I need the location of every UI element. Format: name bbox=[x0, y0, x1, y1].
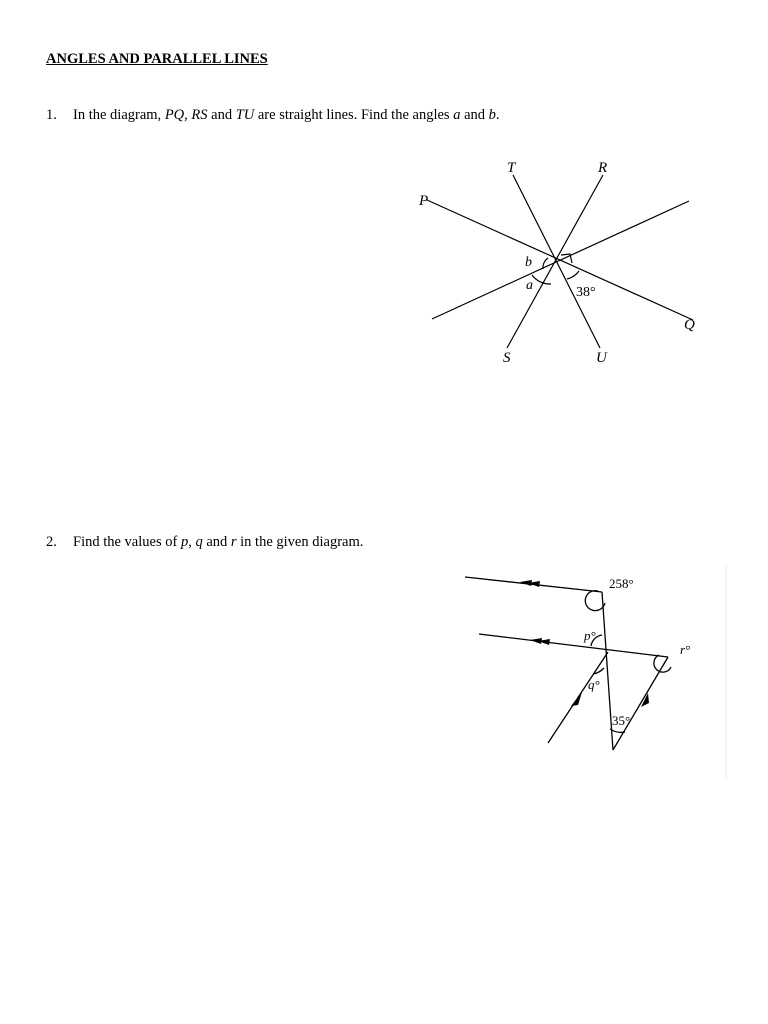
text-run: , bbox=[188, 534, 196, 550]
angle-label-q: q° bbox=[588, 677, 600, 692]
intersecting-lines-diagram bbox=[410, 150, 710, 370]
var-pq: PQ bbox=[164, 107, 185, 123]
var-r: r bbox=[230, 534, 237, 550]
label-q: Q bbox=[684, 317, 695, 333]
question-1-text bbox=[46, 107, 500, 124]
line-rs bbox=[507, 175, 603, 348]
label-r: R bbox=[598, 160, 608, 176]
question-2-text bbox=[46, 534, 363, 551]
question-number: 2. bbox=[46, 534, 57, 550]
angle-label-35: 35° bbox=[612, 713, 631, 728]
angle-label-b: b bbox=[525, 255, 532, 270]
var-a: a bbox=[453, 107, 461, 123]
text-run: In the diagram, bbox=[73, 107, 165, 123]
label-p: P bbox=[419, 193, 429, 209]
page-title: ANGLES AND PARALLEL LINES bbox=[46, 51, 268, 67]
angle-label-258: 258° bbox=[609, 576, 634, 591]
label-t: T bbox=[507, 160, 516, 176]
label-s: S bbox=[503, 350, 511, 366]
angle-label-p: p° bbox=[584, 628, 596, 643]
angle-a-arc bbox=[532, 275, 551, 284]
label-u: U bbox=[596, 350, 607, 366]
text-run: Find the values of bbox=[73, 534, 181, 550]
text-run: and bbox=[202, 534, 231, 550]
angle-label-a: a bbox=[526, 278, 533, 293]
angle-label-r: r° bbox=[680, 642, 691, 657]
angle-label-38: 38° bbox=[576, 285, 596, 300]
text-run: , bbox=[184, 107, 192, 123]
var-tu: TU bbox=[235, 107, 255, 123]
var-p: p bbox=[180, 534, 189, 550]
text-run: in the given diagram. bbox=[236, 534, 364, 550]
question-number: 1. bbox=[46, 107, 57, 123]
var-q: q bbox=[195, 534, 203, 550]
text-run: and bbox=[207, 107, 236, 123]
lower-parallel-line bbox=[479, 634, 668, 657]
text-run: are straight lines. Find the angles bbox=[254, 107, 454, 123]
angle-r-arc bbox=[654, 655, 671, 672]
angle-q-arc bbox=[593, 668, 604, 674]
var-b: b bbox=[488, 107, 496, 123]
diagram-1 bbox=[410, 150, 710, 370]
text-run: . bbox=[495, 107, 500, 123]
var-rs: RS bbox=[191, 107, 208, 123]
parallel-lines-diagram bbox=[458, 566, 728, 778]
angle-38-arc bbox=[567, 271, 579, 279]
text-run: and bbox=[460, 107, 489, 123]
diagram-2 bbox=[458, 566, 728, 778]
